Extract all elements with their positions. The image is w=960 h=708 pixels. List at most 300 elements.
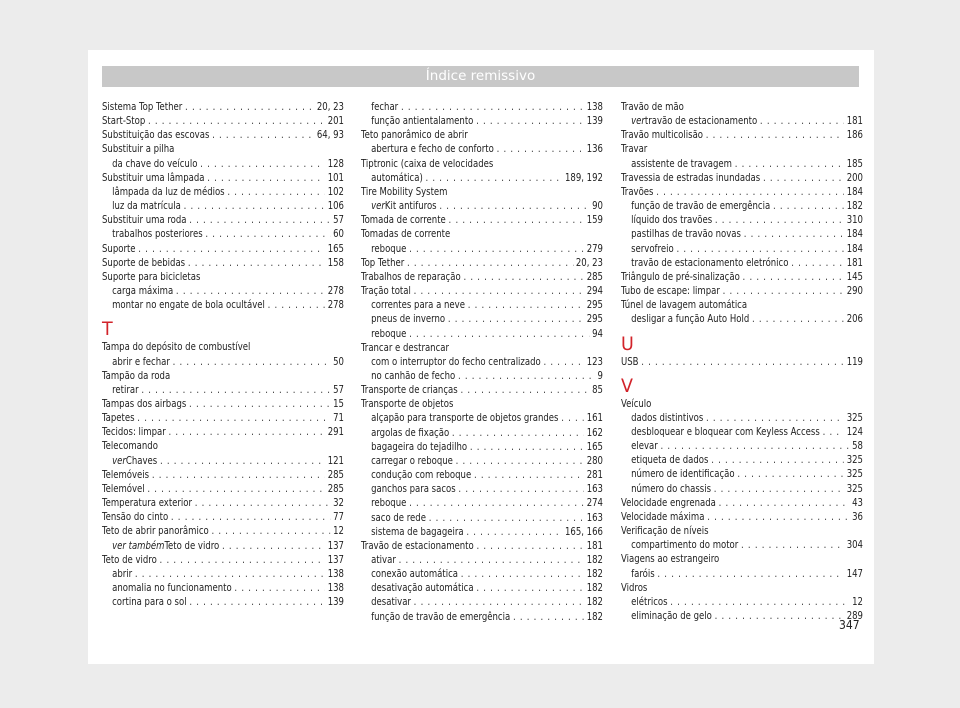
dot-leader [458,369,595,383]
dot-leader [409,496,584,510]
index-entry [361,411,603,425]
index-page-ref: 186 [846,129,863,142]
index-term: trabalhos posteriores [112,228,203,241]
dot-leader [466,525,562,539]
index-column-1 [102,100,344,609]
index-page-ref: 147 [846,567,863,580]
index-term: líquido dos travões [631,214,713,227]
index-entry [361,511,603,525]
dot-leader [497,142,584,156]
index-page-ref: 310 [846,214,863,227]
index-column-3 [621,100,863,623]
index-group-heading [621,397,863,411]
dot-leader [449,213,584,227]
dot-leader [137,411,330,425]
index-page-ref: 325 [846,454,863,467]
index-page-ref: 279 [586,242,603,255]
index-page-ref: 185 [846,157,863,170]
index-group-heading [621,142,863,156]
index-term: Teto panorâmico de abrir [361,129,468,142]
index-term: retirar [112,383,139,396]
index-term: elétricos [631,595,668,608]
index-entry [361,454,603,468]
index-page-ref: 145 [846,270,863,283]
index-page-ref: 71 [333,412,344,425]
index-entry [361,199,603,213]
index-term: Sistema Top Tether [102,101,183,113]
dot-leader [661,439,850,453]
index-page-ref: 36 [852,510,863,523]
index-entry [102,482,344,496]
index-entry [361,270,603,284]
index-page-ref: 181 [846,256,863,269]
dot-leader [468,298,584,312]
dot-leader [173,355,331,369]
index-page-ref: 124 [846,425,863,438]
dot-leader [152,468,325,482]
dot-leader [513,610,584,624]
index-page-ref: 285 [327,468,344,481]
index-page-ref: 162 [586,426,603,439]
index-page-ref: 119 [846,355,863,368]
dot-leader [184,199,325,213]
dot-leader [470,440,584,454]
index-group-heading [621,298,863,312]
dot-leader [185,100,314,114]
index-page-ref: 182 [586,596,603,609]
dot-leader [160,553,325,567]
index-entry [621,439,863,453]
index-see-prefix: ver [371,200,385,213]
index-see-prefix: ver [112,454,126,467]
index-page-ref: 94 [592,327,603,340]
index-term: da chave do veículo [112,157,198,170]
index-entry [621,270,863,284]
index-page-ref: 32 [333,497,344,510]
dot-leader [189,397,330,411]
index-page-ref: 20, 23 [575,256,603,269]
index-entry [102,454,344,468]
index-term: desativação automática [371,582,474,595]
index-term: anomalia no funcionamento [112,582,232,594]
index-term: pneus de inverno [371,313,446,326]
index-entry [102,355,344,369]
index-term: Telecomando [102,440,158,453]
dot-leader [141,383,330,397]
index-entry [621,199,863,213]
dot-leader [135,567,325,581]
index-group-heading [361,341,603,355]
dot-leader [741,538,844,552]
index-entry [361,114,603,128]
index-page-ref: 161 [586,412,603,425]
index-term: Travar [621,143,648,156]
dot-leader [188,256,325,270]
index-entry [621,510,863,524]
index-page-ref: 278 [327,285,344,298]
index-term: condução com reboque [371,469,472,482]
index-entry [361,539,603,553]
index-term: Kit antifuros [384,200,437,213]
index-page-ref: 15 [333,397,344,410]
index-group-heading [102,369,344,383]
index-term: Teto de vidro [102,553,157,566]
dot-leader [171,510,330,524]
index-entry [361,383,603,397]
index-entry [102,411,344,425]
dot-leader [561,411,584,425]
index-term: Tampão da roda [102,369,171,382]
index-page-ref: 101 [327,171,344,184]
index-term: Transporte de crianças [361,384,458,397]
index-term: Túnel de lavagem automática [621,299,748,312]
index-entry [102,567,344,581]
index-entry [361,496,603,510]
dot-leader [429,511,584,525]
index-term: Teto de vidro [164,539,220,552]
index-entry [102,510,344,524]
index-entry [621,157,863,171]
index-entry [621,567,863,581]
index-letter-heading: U [621,332,634,355]
index-page-ref: 57 [333,383,344,396]
index-entry [102,581,344,595]
dot-leader [211,524,330,538]
index-entry [361,482,603,496]
index-term: Veículo [621,397,652,410]
index-page-ref: 325 [846,482,863,495]
index-page-ref: 64, 93 [316,129,344,142]
index-entry [621,171,863,185]
dot-leader [773,199,844,213]
index-term: Temperatura exterior [102,497,192,510]
index-term: função antientalamento [371,115,474,128]
index-page-ref: 12 [333,525,344,538]
index-term: USB [621,355,639,368]
index-entry [102,171,344,185]
index-term: carga máxima [112,285,174,298]
dot-leader [711,453,844,467]
index-entry [621,355,863,369]
index-entry [621,114,863,128]
index-page-ref: 102 [327,185,344,198]
index-term: fechar [371,101,399,113]
dot-leader [147,482,325,496]
index-entry [102,114,344,128]
index-entry [361,525,603,539]
dot-leader [207,171,325,185]
index-page-ref: 58 [852,440,863,453]
index-term: argolas de fixação [371,426,450,439]
dot-leader [715,609,844,623]
dot-leader [474,468,584,482]
dot-leader [823,425,844,439]
index-page-ref: 294 [586,285,603,298]
index-page-ref: 9 [597,369,603,382]
index-entry [621,411,863,425]
index-group-heading [361,397,603,411]
index-term: com o interruptor do fecho centralizado [371,355,541,368]
index-page-ref: 184 [846,228,863,241]
dot-leader [452,426,584,440]
index-entry [621,496,863,510]
index-group-heading [621,100,863,114]
index-page-ref: 200 [846,171,863,184]
index-term: abertura e fecho de conforto [371,143,494,156]
index-term: dados distintivos [631,411,704,424]
dot-leader [657,567,844,581]
index-group-heading [102,439,344,453]
index-page-ref: 201 [327,115,344,128]
index-term: etiqueta de dados [631,454,709,467]
index-term: Travão de mão [621,101,684,113]
dot-leader [743,270,844,284]
index-term: montar no engate de bola ocultável [112,299,265,312]
index-entry [621,425,863,439]
index-entry [102,213,344,227]
index-page-ref: 60 [333,228,344,241]
index-term: Substituir a pilha [102,143,175,156]
index-entry [361,284,603,298]
index-page-ref: 138 [327,567,344,580]
index-entry [361,312,603,326]
index-entry [621,538,863,552]
index-entry [361,553,603,567]
index-entry [361,595,603,609]
dot-leader [707,510,849,524]
index-term: Telemóveis [102,468,150,481]
index-page-ref: 291 [327,426,344,439]
index-page-ref: 304 [846,539,863,552]
index-page-ref: 182 [586,582,603,595]
index-term: saco de rede [371,511,426,524]
index-term: Vidros [621,581,648,594]
index-page-ref: 274 [586,497,603,510]
dot-leader [763,171,844,185]
dot-leader [458,482,583,496]
index-entry [621,242,863,256]
index-page-ref: 181 [846,115,863,128]
index-term: ativar [371,554,396,566]
dot-leader [676,242,843,256]
index-term: no canhão de fecho [371,369,456,382]
index-entry [102,383,344,397]
dot-leader [227,185,325,199]
index-entry [621,284,863,298]
index-page-ref: 163 [586,511,603,524]
index-term: Suporte [102,242,136,255]
index-entry [361,327,603,341]
index-entry [102,496,344,510]
dot-leader [670,595,849,609]
index-page-ref: 20, 23 [316,101,344,113]
index-page-ref: 85 [592,384,603,397]
index-term: Viagens ao estrangeiro [621,553,720,566]
dot-leader [409,242,584,256]
index-term: Suporte de bebidas [102,256,186,269]
index-term: Suporte para bicicletas [102,270,201,283]
index-term: Travessia de estradas inundadas [621,171,761,184]
index-page-ref: 123 [586,355,603,368]
index-term: pastilhas de travão novas [631,228,741,241]
index-entry [621,595,863,609]
index-see-prefix: ver [631,115,645,128]
dot-leader [476,114,584,128]
dot-leader [719,496,850,510]
index-group-heading [621,581,863,595]
index-term: Tampa do depósito de combustível [102,341,251,354]
index-page-ref: 128 [327,157,344,170]
dot-leader [268,298,325,312]
index-term: Chaves [125,454,158,467]
dot-leader [448,312,584,326]
index-page-ref: 138 [327,582,344,594]
dot-leader [752,312,844,326]
index-entry [361,426,603,440]
index-entry [361,440,603,454]
index-page-ref: 184 [846,185,863,198]
index-term: Travão multicolisão [621,129,704,142]
index-entry [102,185,344,199]
index-term: Start-Stop [102,115,146,128]
index-term: faróis [631,567,655,580]
index-term: carregar o reboque [371,454,453,467]
index-page-ref: 163 [586,483,603,496]
index-entry [102,524,344,538]
index-page-ref: 290 [846,285,863,298]
index-page-ref: 77 [333,511,344,524]
index-page-ref: 50 [333,355,344,368]
index-term: Tubo de escape: limpar [621,285,720,298]
index-group-heading [361,128,603,142]
index-entry [102,595,344,609]
index-term: Tiptronic (caixa de velocidades [361,157,494,170]
index-entry [361,142,603,156]
index-term: Trancar e destrancar [361,341,449,354]
index-page-ref: 182 [586,610,603,623]
index-term: reboque [371,327,407,340]
index-page-ref: 165 [327,242,344,255]
dot-leader [791,256,844,270]
dot-leader [456,454,584,468]
dot-leader [476,539,583,553]
index-entry [361,298,603,312]
index-term: Travões [621,185,654,198]
index-term: Tire Mobility System [361,185,448,198]
index-entry [621,467,863,481]
index-term: Tomada de corrente [361,214,446,227]
index-page-ref: 295 [586,299,603,312]
index-term: desligar a função Auto Hold [631,313,750,326]
index-page-ref: 121 [327,454,344,467]
index-page-ref: 158 [327,256,344,269]
index-entry [361,256,603,270]
index-term: Velocidade máxima [621,510,705,523]
dot-leader [641,355,844,369]
index-term: função de travão de emergência [631,200,771,213]
index-term: número de identificação [631,468,735,481]
index-entry [102,242,344,256]
index-entry [621,482,863,496]
index-entry [361,369,603,383]
index-page-ref: 189, 192 [565,171,603,184]
dot-leader [212,128,314,142]
index-page-ref: 325 [846,468,863,481]
index-entry [102,284,344,298]
index-term: abrir e fechar [112,355,170,368]
index-entry [621,312,863,326]
dot-leader [439,199,589,213]
index-term: Top Tether [361,256,405,269]
dot-leader [656,185,844,199]
dot-leader [706,411,844,425]
index-entry [361,242,603,256]
index-term: Tensão do cinto [102,511,169,524]
dot-leader [222,539,325,553]
index-entry [361,100,603,114]
index-group-heading [102,340,344,354]
dot-leader [205,227,330,241]
index-term: assistente de travagem [631,157,732,170]
index-page-ref: 281 [586,469,603,482]
index-entry [102,397,344,411]
index-entry [102,539,344,553]
page-number: 347 [839,618,860,632]
index-page-ref: 182 [586,568,603,581]
index-entry [361,355,603,369]
index-page-ref: 136 [586,143,603,156]
index-column-2 [361,100,603,624]
dot-leader [189,213,330,227]
index-page-ref: 165 [586,440,603,453]
index-term: travão de estacionamento eletrónico [631,256,789,269]
dot-leader [160,454,325,468]
index-term: Tomadas de corrente [361,228,451,241]
dot-leader [426,171,563,185]
index-entry [361,610,603,624]
index-page-ref: 206 [846,313,863,326]
index-term: alçapão para transporte de objetos grandes [371,412,559,425]
index-page-ref: 285 [327,482,344,495]
index-group-heading [102,142,344,156]
index-group-heading [361,185,603,199]
index-term: Triângulo de pré-sinalização [621,270,740,283]
index-term: Tração total [361,285,411,298]
index-page-ref: 12 [852,595,863,608]
dot-leader [737,467,844,481]
index-page-ref: 278 [327,299,344,312]
index-letter-heading: V [621,374,633,397]
index-term: Transporte de objetos [361,398,454,411]
dot-leader [148,114,325,128]
index-letter-heading: T [102,318,113,341]
index-group-heading [361,157,603,171]
dot-leader [715,213,844,227]
index-term: Telemóvel [102,482,145,495]
dot-leader [401,100,584,114]
index-page-ref: 138 [586,101,603,113]
index-term: Teto de abrir panorâmico [102,525,209,538]
index-term: reboque [371,497,407,510]
index-entry [102,553,344,567]
dot-leader [744,227,844,241]
dot-leader [544,355,584,369]
dot-leader [461,567,584,581]
index-page-ref: 137 [327,553,344,566]
index-page-ref: 182 [846,200,863,213]
index-page-ref: 184 [846,242,863,255]
index-term: Tapetes [102,412,135,425]
